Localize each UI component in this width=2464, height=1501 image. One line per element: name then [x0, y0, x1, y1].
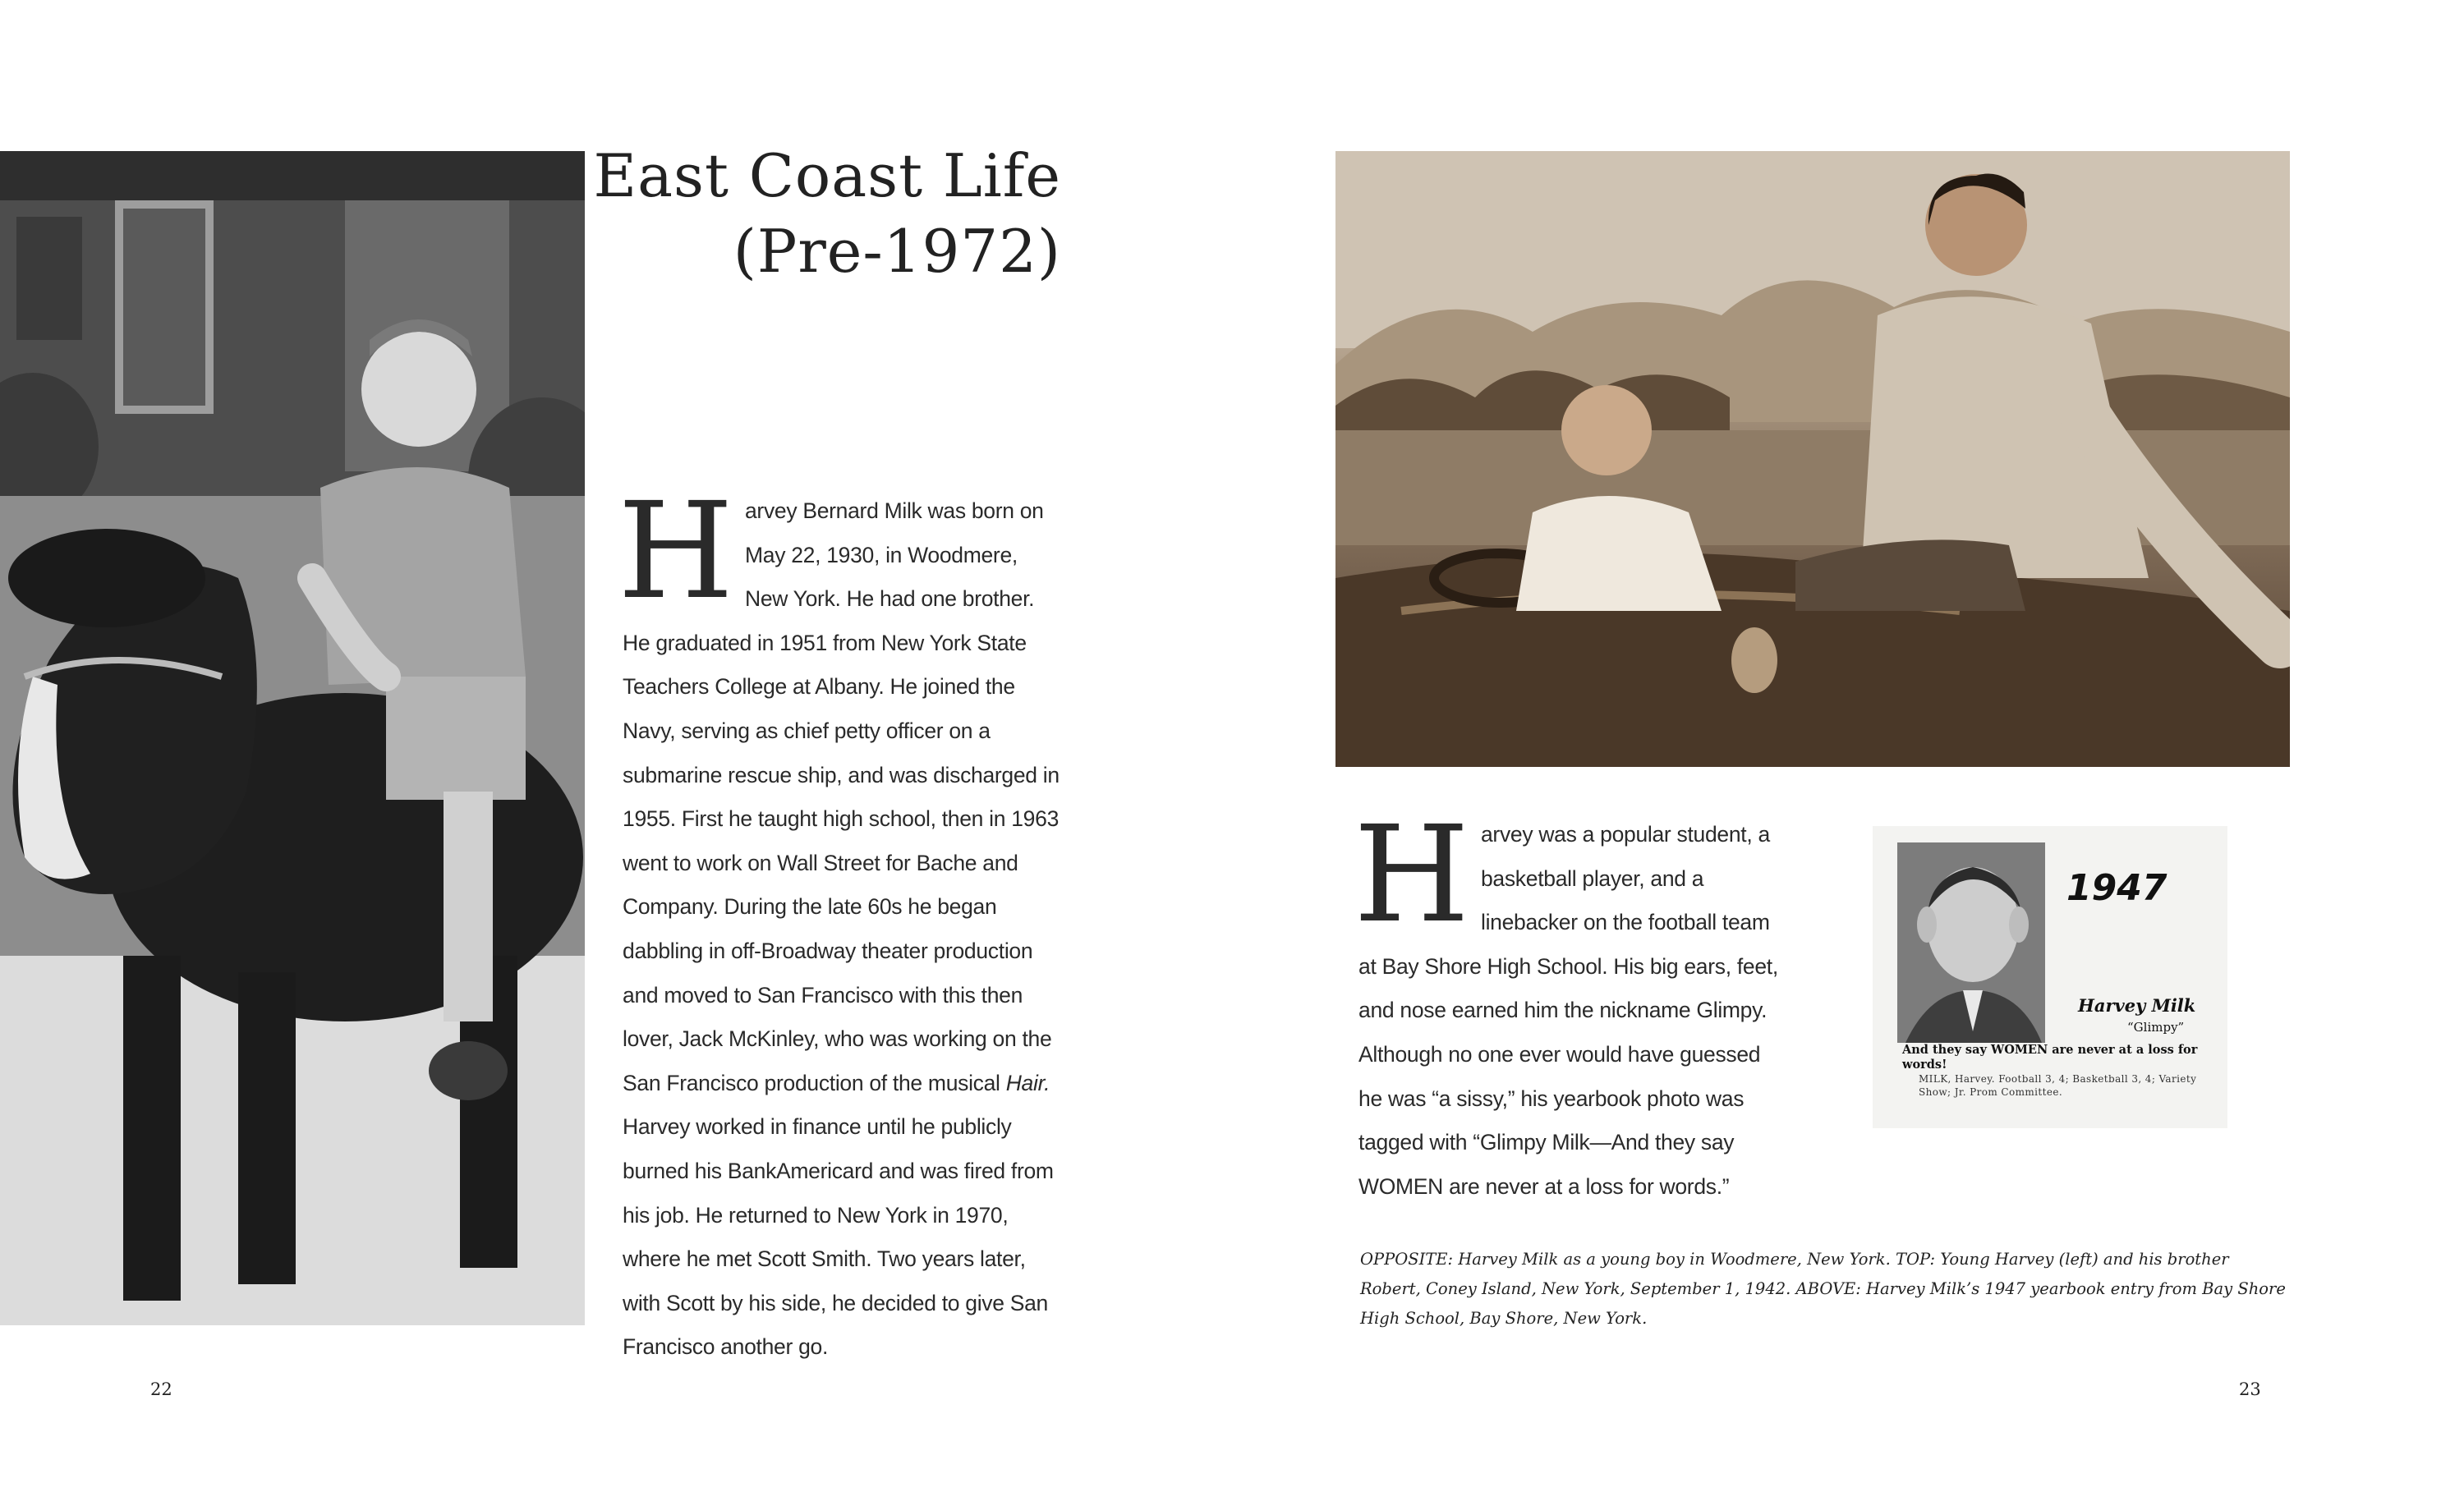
chapter-title-line1: East Coast Life [593, 141, 1061, 210]
left-body-part1: arvey Bernard Milk was born on May 22, 1930, in Woodmere, New York. He had one brother. He graduated in 1951 from New York State Teachers College at Albany. He joined the Navy, serving as chief petty officer on a submarine rescue ship, and was discharged in 1955. First he taught high school, then in 1963 went to work on Wall Street for Bache and Company. During the late 60s he began dabbling in off-Broadway theater production and moved to San Francisco with this then lover, Jack McKinley, who was working on the San Francisco production of the musical [623, 498, 1060, 1095]
yearbook-year: 1947 [2066, 867, 2167, 909]
yearbook-name: Harvey Milk [2078, 995, 2196, 1016]
yearbook-portrait-illustration [1897, 842, 2045, 1043]
page-number-right: 23 [2239, 1379, 2261, 1399]
yearbook-quote: And they say WOMEN are never at a loss for words! [1902, 1043, 2198, 1072]
yearbook-portrait [1897, 842, 2045, 1043]
right-body-paragraph: arvey was a popular student, a basketball player, and a linebacker on the football team at Bay Shore High School. His big ears, feet, and nose earned him the nickname Glimpy. Although no one ever would have guessed he was “a sissy,” his yearbook photo was tagged with “Glimpy Milk—And they say WOMEN are never at a loss for words.” [1358, 822, 1778, 1199]
photo-brothers-in-car [1335, 151, 2290, 767]
yearbook-nickname: “Glimpy” [2127, 1020, 2185, 1035]
left-body-text [618, 475, 1066, 1370]
photo-boy-on-pony [0, 151, 585, 1325]
photo-boy-on-pony-illustration [0, 151, 585, 1325]
right-body-text [1354, 798, 1786, 1209]
photo-caption: OPPOSITE: Harvey Milk as a young boy in Woodmere, New York. TOP: Young Harvey (left) and his brother Robert, Coney Island, New York, September 1, 1942. ABOVE: Harvey Milk’s 1947 yearbook entry from Bay Shore High School, Bay Shore, New York. [1360, 1250, 2286, 1328]
left-body-italic: Hair. [1005, 1070, 1050, 1095]
yearbook-activities: MILK, Harvey. Football 3, 4; Basketball 3, 4; Variety Show; Jr. Prom Committee. [1919, 1073, 2197, 1098]
photo-brothers-in-car-illustration [1335, 151, 2290, 767]
drop-cap: H [618, 475, 733, 629]
yearbook-entry [1873, 826, 2227, 1128]
chapter-title [591, 138, 1061, 289]
drop-cap: H [1354, 798, 1469, 952]
chapter-title-line2: (Pre-1972) [733, 217, 1061, 286]
left-body-part2: Harvey worked in finance until he publicly burned his BankAmericard and was fired from his job. He returned to New York in 1970, where he met Scott Smith. Two years later, with Scott by his side, he decided to give San Francisco another go. [623, 1114, 1054, 1360]
page-number-left: 22 [150, 1379, 172, 1399]
